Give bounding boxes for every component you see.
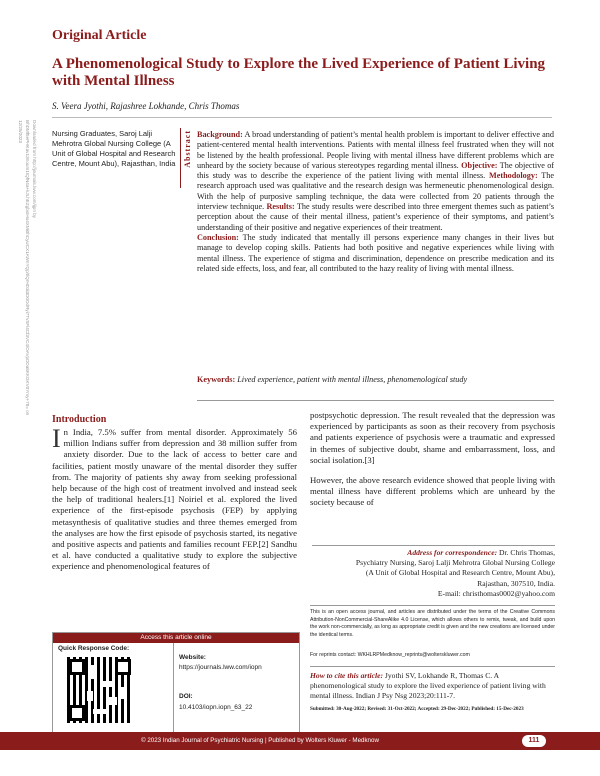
intro-paragraph-3: However, the above research evidence showed that people living with mental illness have different problems which are unheard by the society because of: [310, 475, 555, 508]
methodology-label: Methodology:: [489, 171, 538, 181]
intro-paragraph-1: n India, 7.5% suffer from mental disorder. Approximately 56 million Indians suffer from depression and 38 million suffer from anxiety disorder. Due to the lack of access to better care and facilities, patient mostly unaware of the mental disorder they suffer from. The majority of patients shy away from seeking professional help because of the high cost of treatment involved and instead seek the help of traditional healers.[1] Noiriel et al. explored the lived experience of the first-episode psychosis (FEP) by applying metasynthesis of qualitative studies and three themes emerged from the analyses are how the first episode of psychosis started, its negative and positive aspects and patients and families recount FEP.[2] Sandhu et al. have conducted a qualitative study to explore the subjective experience and phenomenological features of: [52, 427, 297, 572]
download-watermark-text: Downloaded from http://journals.lww.com/ijpn by BhDMf5ePHKav1zEoum1tQfN4a+kJLhEZgbsIHo4XMi0hCywCX1AWnYQp/IlQrHD3i3D0OdRyi7TvSFl4Cf3VC4/OAVpDDa8KKGKV0Ymy+78= on 12/25/2023: [18, 120, 37, 416]
citation-label: How to cite this article:: [310, 671, 383, 680]
results-label: Results:: [266, 202, 295, 212]
keywords-divider: [197, 400, 554, 401]
license-notice: This is an open access journal, and articles are distributed under the terms of the Creative Commons Attribution-NonCommercial-ShareAlike 4.0 License, which allows others to remix, tweak, and build upon the work non-commercially, as long as appropriate credit is given and the new creations are licensed under the identical terms.: [310, 605, 555, 639]
doi-label: DOI:: [179, 693, 193, 700]
author-affiliation: Nursing Graduates, Saroj Lalji Mehrotra Global Nursing College (A Unit of Global Hospital and Research Centre, Mount Abu), Rajasthan, India: [52, 129, 176, 168]
website-link[interactable]: https://journals.lww.com/iopn: [179, 664, 262, 671]
qr-code-icon[interactable]: [67, 657, 133, 723]
abstract-tab-label: Abstract: [183, 130, 192, 168]
access-divider: [173, 643, 174, 740]
drop-cap: I: [52, 424, 61, 453]
background-text: A broad understanding of patient’s mental health problem is important to deliver effective and patient-centered mental health interventions. Patients with mental illness feel frustrated when they will not be listened by the health professional. People living with mental illness have different problems which are unheard by the society because of various stereotypes regarding mental illness.: [197, 130, 554, 170]
objective-label: Objective:: [461, 160, 498, 170]
conclusion-text: The study indicated that mentally ill persons experience many changes in their lives but manage to develop coping skills. Patients had both positive and negative experiences while living with mental illness. The experience of stigma and discrimination, dependence on prescribe medication and its related side effects, loss, and fear, all contributed to the hazy reality of living with mental illness.: [197, 232, 554, 273]
access-article-box: [52, 632, 300, 741]
author-list: S. Veera Jyothi, Rajashree Lokhande, Chris Thomas: [52, 101, 240, 111]
cite-divider: [310, 666, 555, 667]
background-label: Background:: [197, 130, 243, 139]
doi-link[interactable]: 10.4103/iopn.iopn_63_22: [179, 704, 253, 711]
abstract-body: [197, 130, 554, 274]
keywords: [197, 375, 554, 385]
correspondence-line-1: Psychiatry Nursing, Saroj Lalji Mehrotra Global Nursing College: [355, 558, 555, 568]
correspondence-label: Address for correspondence:: [407, 548, 498, 557]
download-watermark: [10, 120, 38, 420]
introduction-column-left: [52, 424, 297, 573]
submission-dates: Submitted: 30-Aug-2022; Revised: 31-Oct-2022; Accepted: 29-Dec-2022; Published: 15-Dec-2023: [310, 706, 524, 712]
correspondence-email[interactable]: E-mail: christhomas0002@yahoo.com: [437, 588, 555, 598]
citation-text: Jyothi SV, Lokhande R, Thomas C. A phenomenological study to explore the lived experience of patient living with mental illness. Indian J Psy Nsg 2023;20:111-7.: [310, 671, 546, 701]
abstract-tab: [180, 128, 195, 188]
objective-text: The objective of this study was to describe the experience of the patient living with mental illness.: [197, 160, 555, 181]
keywords-value: Lived experience, patient with mental illness, phenomenological study: [237, 375, 468, 384]
results-text: The study results were described into three emergent themes such as patient’s perception about the cause of their mental illness, patient’s experience of their symptoms, and patient’s understanding of their positive and negative experiences of their treatment.: [197, 202, 555, 232]
citation-block: [310, 671, 555, 702]
correspondence-block: [312, 545, 555, 599]
qr-label: Quick Response Code:: [58, 645, 130, 652]
introduction-column-right: [310, 410, 555, 518]
intro-paragraph-2: postpsychotic depression. The result revealed that the depression was experienced by participants as soon as their recovery from psychosis and patients experience of psychosis were a traumatic and expressed in themes of subjective doubt, shame and embarrassment, loss, and social isolation.[3]: [310, 410, 555, 465]
introduction-heading: Introduction: [52, 414, 107, 425]
article-title: A Phenomenological Study to Explore the Lived Experience of Patient Living with Mental Illness: [52, 56, 546, 89]
methodology-text: The research approach used was qualitative and the research design was hermeneutic phenomenological design. With the help of purposive sampling technique, the data were collected from 20 patients through the interview technique.: [197, 171, 555, 212]
page-number: 111: [522, 735, 546, 747]
header-divider: [52, 117, 552, 118]
correspondence-line-2: (A Unit of Global Hospital and Research Centre, Mount Abu),: [365, 568, 555, 578]
correspondence-name: Dr. Chris Thomas,: [499, 548, 555, 557]
website-label: Website:: [179, 654, 206, 661]
footer-text: © 2023 Indian Journal of Psychiatric Nursing | Published by Wolters Kluwer - Medknow: [141, 737, 379, 744]
correspondence-line-3: Rajasthan, 307510, India.: [477, 578, 555, 588]
article-type: Original Article: [52, 28, 147, 43]
keywords-label: Keywords:: [197, 375, 236, 384]
conclusion-label: Conclusion:: [197, 232, 239, 242]
reprints-contact: For reprints contact: WKHLRPMedknow_reprints@wolterskluwer.com: [310, 652, 470, 658]
access-heading: Access this article online: [53, 633, 299, 643]
